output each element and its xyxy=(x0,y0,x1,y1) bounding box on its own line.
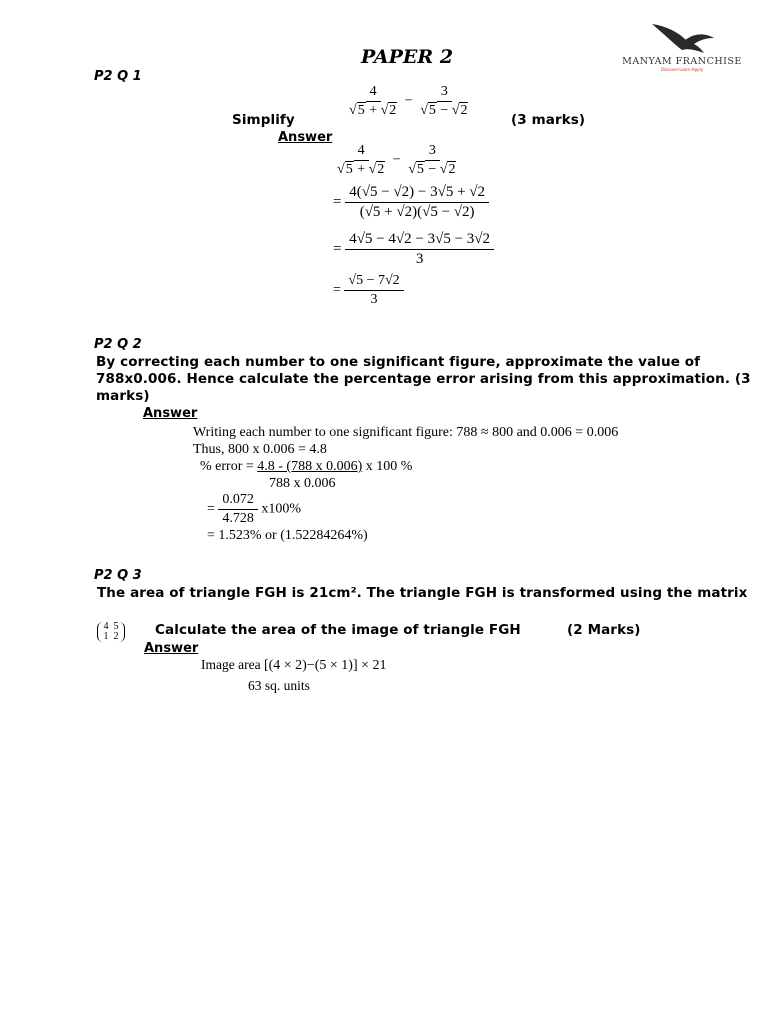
q1-question-expression: $\frac{4}{√5 + √2}$ − $\frac{3}{√5 - √2}$ xyxy=(345,84,472,119)
eagle-icon xyxy=(648,22,718,54)
q2-question-text: By correcting each number to one significant figure, approximate the value of 788x0.006. Hence calculate the percentage error arising from this approximation. (3 marks) xyxy=(96,354,751,404)
q2-answer-line-3: % error = 4.8 - (788 x 0.006) x 100 % xyxy=(200,459,413,474)
q3-label: P2 Q 3 xyxy=(94,568,142,583)
q2-answer-line-2: Thus, 800 x 0.006 = 4.8 xyxy=(193,442,327,457)
q3-marks: (2 Marks) xyxy=(567,622,641,638)
q1-marks: (3 marks) xyxy=(511,112,586,128)
q1-answer-heading: Answer xyxy=(278,130,333,145)
q1-answer-step-2: = $\frac{4(√5 - √2) - 3√5 + √2}{(√5 + √2)(√5 - √2)}$ xyxy=(333,184,489,221)
q2-answer-line-6: = 1.523% or (1.52284264%) xyxy=(207,528,368,543)
q1-answer-step-1: $\frac{4}{√5 + √2}$ − $\frac{3}{√5 - √2}$ xyxy=(337,143,456,177)
q3-answer-line-1: Image area [(4 × 2)−(5 × 1)] × 21 xyxy=(201,657,387,673)
q1-fraction-b: $\frac{3}{√5 - √2}$ xyxy=(420,84,468,118)
q1-label: P2 Q 1 xyxy=(94,69,142,84)
brand-name: MANYAM FRANCHISE xyxy=(622,56,742,67)
q2-label: P2 Q 2 xyxy=(94,337,142,352)
brand-logo xyxy=(612,22,752,72)
brand-tagline: Discover-Learn-Apply xyxy=(660,67,704,72)
page-title: PAPER 2 xyxy=(361,46,454,68)
q2-answer-fraction: = $\frac{0.072}{4.728}$ x100% xyxy=(207,492,302,526)
q3-matrix: 4 5 1 2 xyxy=(97,621,125,642)
q1-answer-step-4: = $\frac{√5 - 7√2}{3}$ xyxy=(333,273,404,308)
q2-answer-line-1: Writing each number to one significant figure: 788 ≈ 800 and 0.006 = 0.006 xyxy=(193,425,619,440)
q2-answer-heading: Answer xyxy=(143,406,198,421)
q1-simplify-label: Simplify xyxy=(232,112,295,128)
q3-question-text: The area of triangle FGH is 21cm². The triangle FGH is transformed using the matrix xyxy=(97,585,748,601)
q1-fraction-a: $\frac{4}{√5 + √2}$ xyxy=(349,84,397,118)
q3-answer-heading: Answer xyxy=(144,641,199,656)
q3-question: Calculate the area of the image of triangle FGH xyxy=(155,622,521,638)
q3-answer-line-2: 63 sq. units xyxy=(248,678,310,693)
q1-answer-step-3: = $\frac{4√5 - 4√2 - 3√5 - 3√2}{3}$ xyxy=(333,231,494,268)
q2-answer-line-4: 788 x 0.006 xyxy=(269,476,336,491)
